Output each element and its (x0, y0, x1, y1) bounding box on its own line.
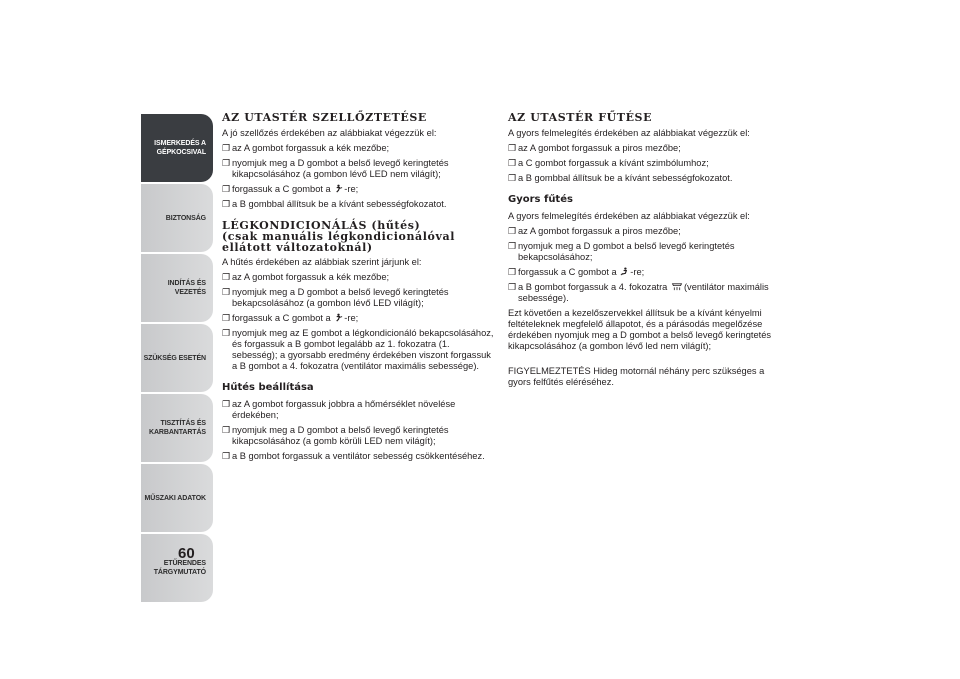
list-item (222, 287, 494, 309)
tab-muszaki[interactable] (141, 464, 213, 532)
checkbox-bullet-icon: ❐ (222, 425, 231, 435)
page-number: 60 (178, 545, 195, 562)
checkbox-bullet-icon: ❐ (508, 267, 517, 277)
list-item (508, 173, 788, 184)
list-item-text: forgassuk a C gombot a (232, 313, 331, 323)
list-item (508, 282, 788, 304)
list-item-text: az A gombot forgassuk a kék mezőbe; (232, 143, 390, 153)
list-item (222, 328, 494, 372)
tab-label-line: TÁRGYMUTATÓ (153, 569, 206, 576)
list-item-text: az A gombot forgassuk a piros mezőbe; (518, 143, 681, 153)
checkbox-bullet-icon: ❐ (508, 173, 517, 183)
heating-intro: A gyors felmelegítés érdekében az alábbiakat végezzük el: (508, 128, 750, 138)
checkbox-bullet-icon: ❐ (222, 184, 231, 194)
list-item (222, 272, 494, 283)
list-item-text: az A gombot forgassuk a kék mezőbe; (232, 272, 390, 282)
list-item (508, 267, 788, 278)
warning-text: FIGYELMEZTETÉS Hideg motornál néhány perc szükséges a gyors felfűtés eléréséhez. (508, 366, 765, 387)
tab-label-line: MŰSZAKI ADATOK (144, 494, 206, 502)
list-item-text: nyomjuk meg a D gombot a belső levegő keringtetés bekapcsolásához (a gombon lévő LED világít); (232, 287, 449, 308)
list-item (508, 226, 788, 237)
ventilation-intro: A jó szellőzés érdekében az alábbiakat végezzük el: (222, 128, 437, 138)
tab-targymutato[interactable] (141, 534, 213, 602)
list-item (508, 158, 788, 169)
list-item-text: a B gombbal állítsuk be a kívánt sebességfokozatot. (232, 199, 447, 209)
list-item-text: nyomjuk meg a D gombot a belső levegő keringtetés bekapcsolásához; (518, 241, 735, 262)
tab-label-line: BIZTONSÁG (165, 214, 206, 222)
face-vent-icon (334, 184, 343, 193)
list-item-text: a B gombot forgassuk a ventilátor sebesség csökkentéséhez. (232, 451, 485, 461)
tab-inditas[interactable] (141, 254, 213, 322)
list-item (222, 425, 494, 447)
ac-title (222, 220, 494, 253)
right-column (508, 112, 788, 392)
list-item-suffix: (ventilátor maximális sebessége). (518, 282, 769, 303)
checkbox-bullet-icon: ❐ (508, 226, 517, 236)
checkbox-bullet-icon: ❐ (222, 451, 231, 461)
list-item (222, 184, 494, 195)
list-item (222, 451, 494, 462)
checkbox-bullet-icon: ❐ (222, 199, 231, 209)
checkbox-bullet-icon: ❐ (508, 158, 517, 168)
list-item (222, 158, 494, 180)
chapter-sidebar (141, 114, 213, 604)
list-item-suffix: -re; (344, 313, 359, 323)
list-item-text: az A gombot forgassuk a piros mezőbe; (518, 226, 681, 236)
left-column (222, 112, 494, 466)
tab-label-line: INDÍTÁS ÉS VEZETÉS (167, 280, 206, 296)
checkbox-bullet-icon: ❐ (222, 143, 231, 153)
list-item-text: nyomjuk meg a D gombot a belső levegő keringtetés kikapcsolásához (a gombon lévő LED nem világít); (232, 158, 449, 179)
face-vent-icon (334, 313, 343, 322)
heating-title: AZ UTASTÉR FŰTÉSE (508, 111, 653, 124)
ac-title-line: LÉGKONDICIONÁLÁS (hűtés) (222, 219, 421, 232)
ventilation-title: AZ UTASTÉR SZELLŐZTETÉSE (222, 111, 427, 124)
fan-max-icon (671, 282, 683, 291)
tab-label-line: SZÜKSÉG ESETÉN (143, 354, 206, 362)
list-item (222, 313, 494, 324)
tab-label-line: TISZTÍTÁS ÉS (160, 420, 206, 427)
list-item (222, 199, 494, 210)
tab-tisztitas[interactable] (141, 394, 213, 462)
tab-label-line: ISMERKEDÉS A (154, 140, 206, 147)
cooling-title: Hűtés beállítása (222, 382, 314, 393)
list-item (508, 143, 788, 154)
ac-title-line: (csak manuális légkondicionálóval (222, 230, 455, 243)
list-item-text: forgassuk a C gombot a (232, 184, 331, 194)
ac-title-line: ellátott változatoknál) (222, 241, 373, 254)
checkbox-bullet-icon: ❐ (508, 241, 517, 251)
list-item-text: nyomjuk meg az E gombot a légkondicionáló bekapcsolásához, és forgassuk a B gombot legalább az 1. fokozatra (1. sebesség); a gyorsabb eredmény érdekében viszont forgassuk a B gombot a 4. fokozatra (ventilátor maximális sebessége). (232, 328, 494, 371)
list-item-text: nyomjuk meg a D gombot a belső levegő keringtetés kikapcsolásához (a gomb körüli LED nem világít); (232, 425, 449, 446)
checkbox-bullet-icon: ❐ (222, 399, 231, 409)
list-item-text: forgassuk a C gombot a (518, 267, 617, 277)
list-item-suffix: -re; (344, 184, 359, 194)
fast-heating-title: Gyors fűtés (508, 194, 573, 205)
foot-vent-icon (620, 267, 629, 276)
list-item-text: a B gombot forgassuk a 4. fokozatra (518, 282, 668, 292)
list-item-suffix: -re; (630, 267, 645, 277)
checkbox-bullet-icon: ❐ (222, 158, 231, 168)
checkbox-bullet-icon: ❐ (222, 313, 231, 323)
tab-label-line: ETŰRENDES (163, 560, 206, 567)
list-item-text: az A gombot forgassuk jobbra a hőmérséklet növelése érdekében; (232, 399, 456, 420)
tab-szukseg[interactable] (141, 324, 213, 392)
list-item (508, 241, 788, 263)
list-item-text: a B gombbal állítsuk be a kívánt sebességfokozatot. (518, 173, 733, 183)
list-item-text: a C gombot forgassuk a kívánt szimbólumhoz; (518, 158, 709, 168)
list-item (222, 143, 494, 154)
tab-label-line: KARBANTARTÁS (149, 429, 206, 436)
list-item (222, 399, 494, 421)
fast-heating-intro: A gyors felmelegítés érdekében az alábbiakat végezzük el: (508, 211, 750, 221)
checkbox-bullet-icon: ❐ (508, 143, 517, 153)
tab-ismerkedes[interactable] (141, 114, 213, 182)
checkbox-bullet-icon: ❐ (222, 287, 231, 297)
checkbox-bullet-icon: ❐ (222, 272, 231, 282)
checkbox-bullet-icon: ❐ (222, 328, 231, 338)
ac-intro: A hűtés érdekében az alábbiak szerint járjunk el: (222, 257, 422, 267)
tab-biztonsag[interactable] (141, 184, 213, 252)
fast-heating-paragraph: Ezt követően a kezelőszervekkel állítsuk be a kívánt kényelmi feltételeknek megfelelő állapotot, és a párásodás megelőzése érdekében nyomjuk meg a D gombot a belső levegő keringtetés kikapcsolásához (a gombon lévő led nem világít); (508, 308, 772, 351)
tab-label-line: GÉPKOCSIVAL (156, 149, 206, 156)
checkbox-bullet-icon: ❐ (508, 282, 517, 292)
